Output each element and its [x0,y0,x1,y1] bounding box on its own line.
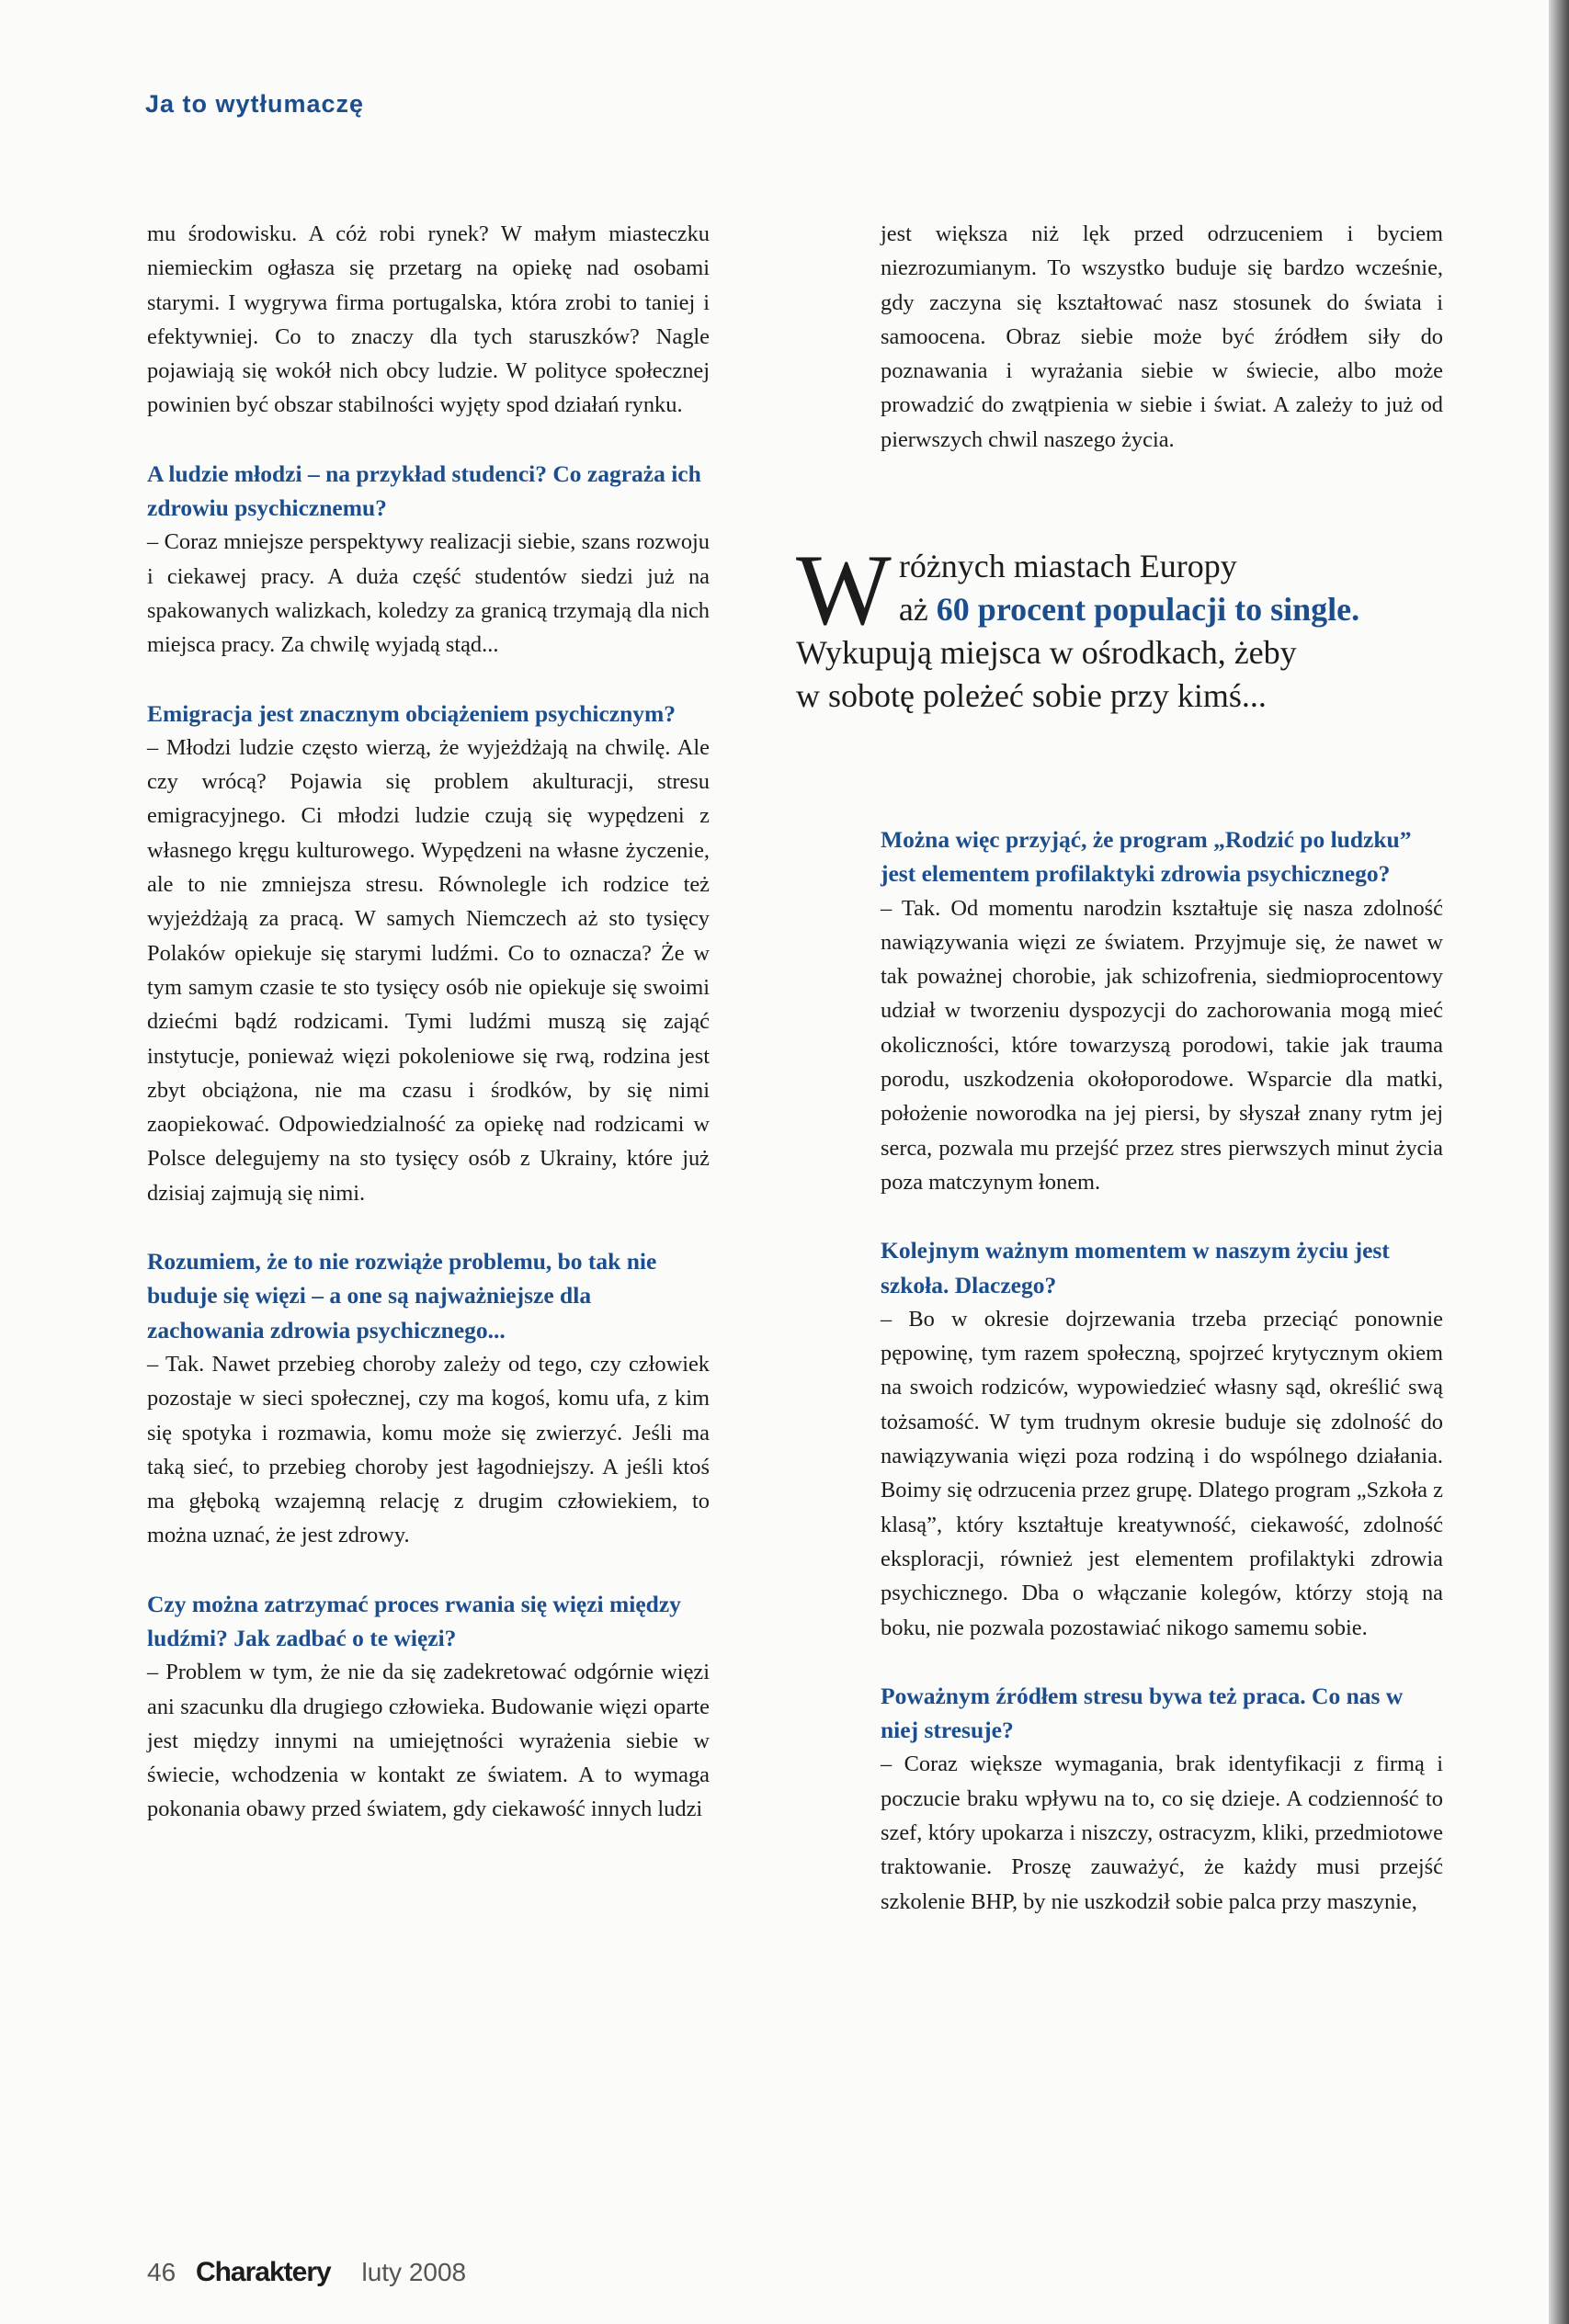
issue-date: luty 2008 [361,2258,467,2286]
page-footer [147,2257,466,2288]
paragraph: – Bo w okresie dojrzewania trzeba przeciąć ponownie pępowinę, tym razem społeczną, spojrzeć krytycznym okiem na swoich rodziców, wypowiedzieć własny sąd, określić swą tożsamość. W tym trudnym okresie buduje się zdolność do nawiązywania więzi poza rodziną i do wspólnego działania. Boimy się odrzucenia przez grupę. Dlatego program „Szkoła z klasą”, który kształtuje kreatywność, ciekawość, zdolność eksploracji, również jest elementem profilaktyki zdrowia psychicznego. Dba o włączanie kolegów, którzy stoją na boku, nie pozwala pozostawiać nikogo samemu sobie. [881,1306,1443,1640]
right-column-top [881,217,1443,457]
left-column [147,217,710,1827]
paragraph: mu środowisku. A cóż robi rynek? W małym miasteczku niemieckim ogłasza się przetarg na opiekę nad osobami starymi. I wygrywa firma portugalska, która zrobi to taniej i efektywniej. Co to znaczy dla tych staruszków? Nagle pojawiają się wokół nich obcy ludzie. W polityce społecznej powinien być obszar stabilności wyjęty spod działań rynku. [147,221,710,418]
paragraph: – Coraz większe wymagania, brak identyfikacji z firmą i poczucie braku wpływu na to, co się dzieje. A codzienność to szef, który upokarza i niszczy, ostracyzm, kliki, przedmiotowe traktowanie. Proszę zauważyć, że każdy musi przejść szkolenie BHP, by nie uszkodził sobie palca przy maszynie, [881,1752,1443,1914]
pull-quote-line: w sobotę poleżeć sobie przy kimś... [796,677,1267,714]
question-heading: Emigracja jest znacznym obciążeniem psychicznym? [147,699,676,727]
question-heading: Kolejnym ważnym momentem w naszym życiu jest szkoła. Dlaczego? [881,1237,1390,1298]
paragraph: – Tak. Od momentu narodzin kształtuje się nasza zdolność nawiązywania więzi ze światem. Przyjmuje się, że nawet w tak poważnej chorobie, jak schizofrenia, siedmioprocentowy udział w tworzeniu dyspozycji do zachorowania mogą mieć okoliczności, które towarzyszą porodowi, takie jak trauma porodu, uszkodzenia okołoporodowe. Wsparcie dla matki, położenie noworodka na jej piersi, by słyszał znany rytm jej serca, pozwala mu przejść przez stres pierwszych minut życia poza matczynym łonem. [881,895,1443,1195]
pull-quote-prefix: aż [898,591,937,628]
question-heading: A ludzie młodzi – na przykład studenci? Co zagraża ich zdrowiu psychicznemu? [147,459,701,522]
paragraph: jest większa niż lęk przed odrzuceniem i byciem niezrozumianym. To wszystko buduje się bardzo wcześnie, gdy zaczyna się kształtować nasz stosunek do świata i samoocena. Obraz siebie może być źródłem siły do poznawania i wyrażania siebie w świecie, albo może prowadzić do zwątpienia w siebie i świat. A zależy to już od pierwszych chwil naszego życia. [881,221,1443,452]
paragraph: – Młodzi ludzie często wierzą, że wyjeżdżają na chwilę. Ale czy wrócą? Pojawia się problem akulturacji, stresu emigracyjnego. Ci młodzi ludzie czują się wypędzeni z własnego kręgu kulturowego. Wypędzeni na własne życzenie, ale to nie zmniejsza stresu. Równolegle ich rodzice też wyjeżdżają za pracą. W samych Niemczech aż sto tysięcy Polaków opiekuje się starymi ludźmi. Co to oznacza? Że w tym samym czasie te sto tysięcy osób nie opiekuje się swoimi dziećmi bądź rodzicami. Tymi ludźmi muszą się zająć instytucje, ponieważ więzi pokoleniowe się rwą, rodzina jest zbyt obciążona, nie ma czasu i środków, by się nimi zaopiekować. Odpowiedzialność za opiekę nad rodzicami w Polsce delegujemy na sto tysięcy osób z Ukrainy, które już dzisiaj zajmują się nimi. [147,734,710,1206]
right-column [881,822,1443,1919]
page-number: 46 [147,2258,176,2286]
question-heading: Czy można zatrzymać proces rwania się więzi między ludźmi? Jak zadbać o te więzi? [147,1590,681,1651]
pull-quote-line: Wykupują miejsca w ośrodkach, żeby [796,634,1297,671]
page-edge-shadow [1549,0,1569,2324]
question-heading: Rozumiem, że to nie rozwiąże problemu, bo tak nie buduje się więzi – a one są najważniejsze dla zachowania zdrowia psychicznego... [147,1248,657,1343]
magazine-logo: Charaktery [195,2257,331,2287]
drop-cap: W [796,534,892,646]
question-heading: Poważnym źródłem stresu bywa też praca. Co nas w niej stresuje? [881,1682,1404,1744]
pull-quote-line: różnych miastach Europy [898,548,1237,584]
paragraph: – Coraz mniejsze perspektywy realizacji siebie, szans rozwoju i ciekawej pracy. A duża część studentów siedzi już na spakowanych walizkach, koledzy za granicą trzymają dla nich miejsca pracy. Za chwilę wyjadą stąd... [147,529,710,658]
paragraph: – Tak. Nawet przebieg choroby zależy od tego, czy człowiek pozostaje w sieci społecznej, czy ma kogoś, komu ufa, z kim się spotyka i rozmawia, komu może się zwierzyć. Jeśli ma taką sieć, to przebieg choroby jest łagodniejszy. A jeśli ktoś ma głęboką wzajemną relację z drugim człowiekiem, to można uznać, że jest zdrowy. [147,1351,710,1548]
section-title: Ja to wytłumaczę [145,90,365,118]
pull-quote [796,534,1439,718]
paragraph: – Problem w tym, że nie da się zadekretować odgórnie więzi ani szacunku dla drugiego człowieka. Budowanie więzi oparte jest między innymi na umiejętności wyrażenia siebie w świecie, wchodzenia w kontakt ze światem. A to wymaga pokonania obawy przed światem, gdy ciekawość innych ludzi [147,1660,710,1822]
question-heading: Można więc przyjąć, że program „Rodzić po ludzku” jest elementem profilaktyki zdrowia psychicznego? [881,826,1412,888]
pull-quote-line [796,588,1439,631]
pull-quote-highlight: 60 procent populacji to single. [936,591,1360,628]
